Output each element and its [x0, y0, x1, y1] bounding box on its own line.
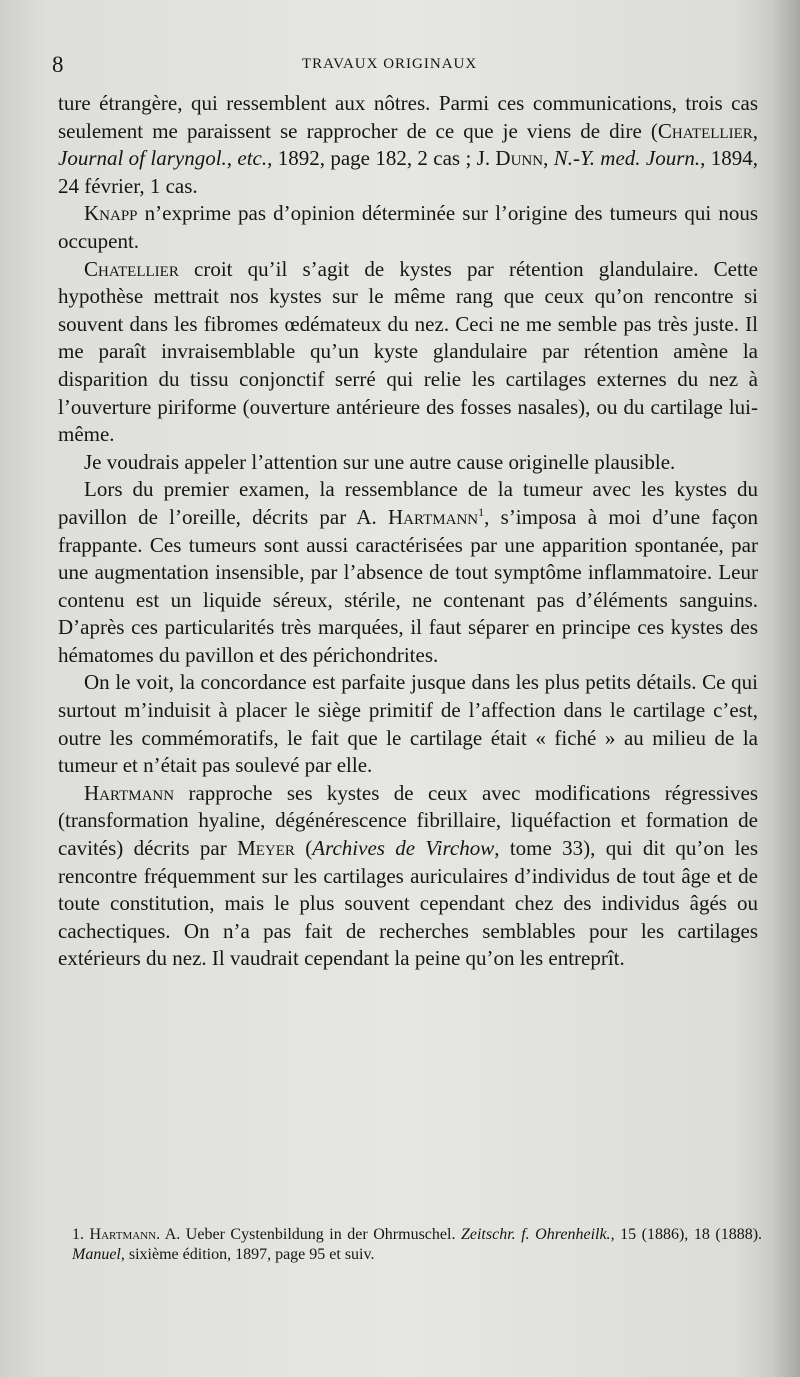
text: , 15 (1886), 18 (1888).: [610, 1226, 763, 1243]
journal-title: Zeitschr. f. Ohrenheilk.: [460, 1226, 611, 1243]
author-name: Hartmann: [388, 504, 479, 529]
paragraph-5: [58, 476, 758, 669]
journal-title: N.-Y. med. Journ.: [553, 146, 701, 171]
text: Lors du premier examen, la ressemblance de la tumeur avec les kystes du pavillon de l’oreille, décrits par A.: [58, 477, 758, 529]
text: croit qu’il s’agit de kystes par rétention glandulaire. Cette hypothèse mettrait nos kystes sur le même rang que ceux qu’on rencontre si souvent dans les fibromes œdémateux du nez. Ceci ne me semble pas très juste. Il me paraît invraisemblable qu’un kyste glandulaire par rétention amène la disparition du tissu conjonctif serré qui relie les cartilages externes du nez à l’ouverture piriforme (ouverture antérieure des fosses nasales), ou du cartilage lui-même.: [58, 256, 758, 447]
page-edge-shadow: [772, 0, 800, 1377]
text: (: [294, 836, 313, 861]
text: rapproche ses kystes de ceux avec modifications régressives (transformation hyaline, dégénérescence fibrillaire, liquéfaction et formation de cavités) décrits par: [58, 780, 758, 861]
author-name: Chatellier: [657, 118, 753, 143]
text: On le voit, la concordance est parfaite jusque dans les plus petits détails. Ce qui surtout m’induisit à placer le siège primitif de l’affection dans le cartilage c’est, outre les commémoratifs, le fait que le cartilage était « fiché » au milieu de la tumeur et n’était pas soulevé par elle.: [58, 670, 758, 778]
text: , 1892, page 182, 2 cas ; J.: [267, 146, 496, 171]
work-title: Manuel: [72, 1246, 121, 1263]
text: ,: [752, 118, 758, 143]
text: , 1894, 24 février, 1 cas.: [58, 146, 759, 198]
text: n’exprime pas d’opinion déterminée sur l’origine des tumeurs qui nous occupent.: [58, 201, 758, 253]
footnote-number: 1.: [72, 1226, 84, 1243]
journal-title: Journal of laryngol., etc.: [58, 146, 268, 171]
text: , tome 33), qui dit qu’on les rencontre fréquemment sur les cartilages auriculaires d’individus de tout âge et de toute constitution, mais le plus souvent cependant chez des individus âgés ou cachectiques. On n’a pas fait de recherches semblables pour les cartilages extérieurs du nez. Il vaudrait cependant la peine qu’on les entreprît.: [58, 836, 759, 971]
running-head: [52, 48, 760, 78]
text: , s’imposa à moi d’une façon frappante. Ces tumeurs sont aussi caractérisées par une apparition spontanée, par une augmentation insensible, par l’absence de tout symptôme inflammatoire. Leur contenu est un liquide séreux, stérile, ne contenant pas d’éléments sanguins. D’après ces particularités très marquées, il faut séparer en principe ces kystes des hématomes du pavillon et des périchondrites.: [58, 504, 758, 667]
paragraph-1: [58, 90, 758, 200]
footnotes: [72, 1225, 762, 1265]
text: ,: [543, 146, 554, 171]
body-text: [58, 90, 758, 973]
text: . A. Ueber Cystenbildung in der Ohrmuschel.: [156, 1226, 461, 1243]
author-name: Hartmann: [89, 1226, 157, 1243]
author-name: Knapp: [84, 201, 138, 226]
paragraph-3: [58, 256, 758, 449]
text: Je voudrais appeler l’attention sur une autre cause originelle plausible.: [84, 449, 676, 474]
work-title: Archives de Virchow: [312, 836, 495, 861]
paragraph-4: [58, 449, 758, 477]
paragraph-7: [58, 780, 758, 973]
author-name: Meyer: [237, 836, 295, 861]
footnote-1: [72, 1225, 762, 1265]
author-name: Hartmann: [84, 780, 175, 805]
text: ture étrangère, qui ressemblent aux nôtres. Parmi ces communications, trois cas seulement me paraissent se rapprocher de ce que je viens de dire (: [58, 91, 758, 143]
author-name: Chatellier: [84, 256, 179, 281]
page-number: 8: [52, 52, 64, 77]
author-name: Dunn: [495, 146, 544, 171]
footnote-marker: 1: [478, 504, 485, 519]
running-title: TRAVAUX ORIGINAUX: [302, 56, 478, 72]
paragraph-2: [58, 200, 758, 255]
text: , sixième édition, 1897, page 95 et suiv.: [120, 1246, 375, 1263]
paragraph-6: [58, 669, 758, 779]
